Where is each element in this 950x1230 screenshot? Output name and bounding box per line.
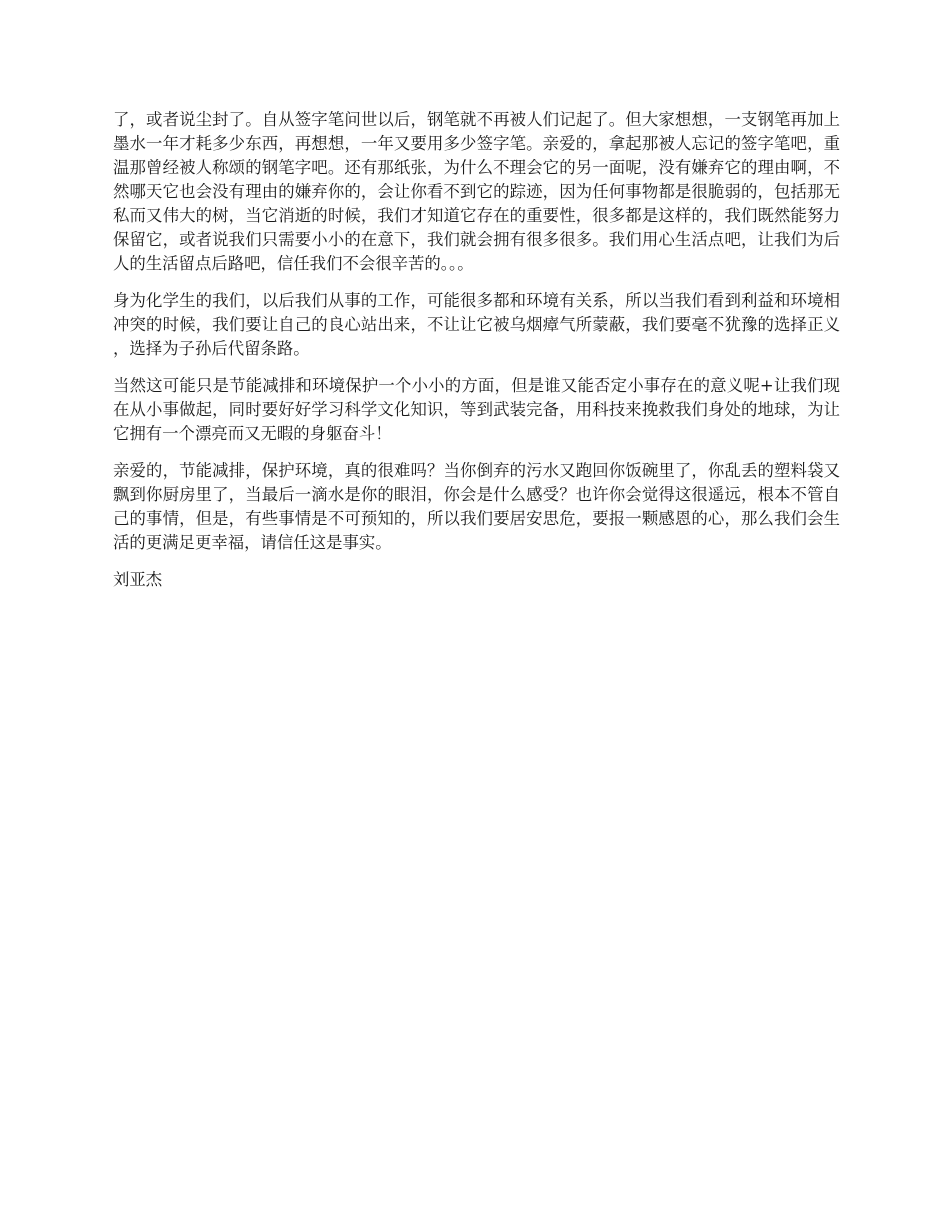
paragraph-4: 亲爱的，节能减排，保护环境，真的很难吗？当你倒弃的污水又跑回你饭碗里了，你乱丢的塑料袋又飘到你厨房里了，当最后一滴水是你的眼泪，你会是什么感受？也许你会觉得这很遥远，根本不管自己的事情，但是，有些事情是不可预知的，所以我们要居安思危，要报一颗感恩的心，那么我们会生活的更满足更幸福，请信任这是事实。	[113, 461, 840, 552]
paragraph-3: 当然这可能只是节能减排和环境保护一个小小的方面，但是谁又能否定小事存在的意义呢+让我们现在从小事做起，同时要好好学习科学文化知识，等到武装完备，用科技来挽救我们身处的地球，为让它拥有一个漂亮而又无暇的身躯奋斗！	[113, 376, 840, 443]
document-body	[113, 108, 840, 592]
author-signature: 刘亚杰	[113, 570, 163, 589]
paragraph-2: 身为化学生的我们，以后我们从事的工作，可能很多都和环境有关系，所以当我们看到利益和环境相冲突的时候，我们要让自己的良心站出来，不让让它被乌烟瘴气所蒙蔽，我们要毫不犹豫的选择正义，选择为子孙后代留条路。	[113, 291, 840, 358]
paragraph-1: 了，或者说尘封了。自从签字笔问世以后，钢笔就不再被人们记起了。但大家想想，一支钢笔再加上墨水一年才耗多少东西，再想想，一年又要用多少签字笔。亲爱的，拿起那被人忘记的签字笔吧，重温那曾经被人称颂的钢笔字吧。还有那纸张，为什么不理会它的另一面呢，没有嫌弃它的理由啊，不然哪天它也会没有理由的嫌弃你的，会让你看不到它的踪迹，因为任何事物都是很脆弱的，包括那无私而又伟大的树，当它消逝的时候，我们才知道它存在的重要性，很多都是这样的，我们既然能努力保留它，或者说我们只需要小小的在意下，我们就会拥有很多很多。我们用心生活点吧，让我们为后人的生活留点后路吧，信任我们不会很辛苦的。。。	[113, 110, 840, 273]
